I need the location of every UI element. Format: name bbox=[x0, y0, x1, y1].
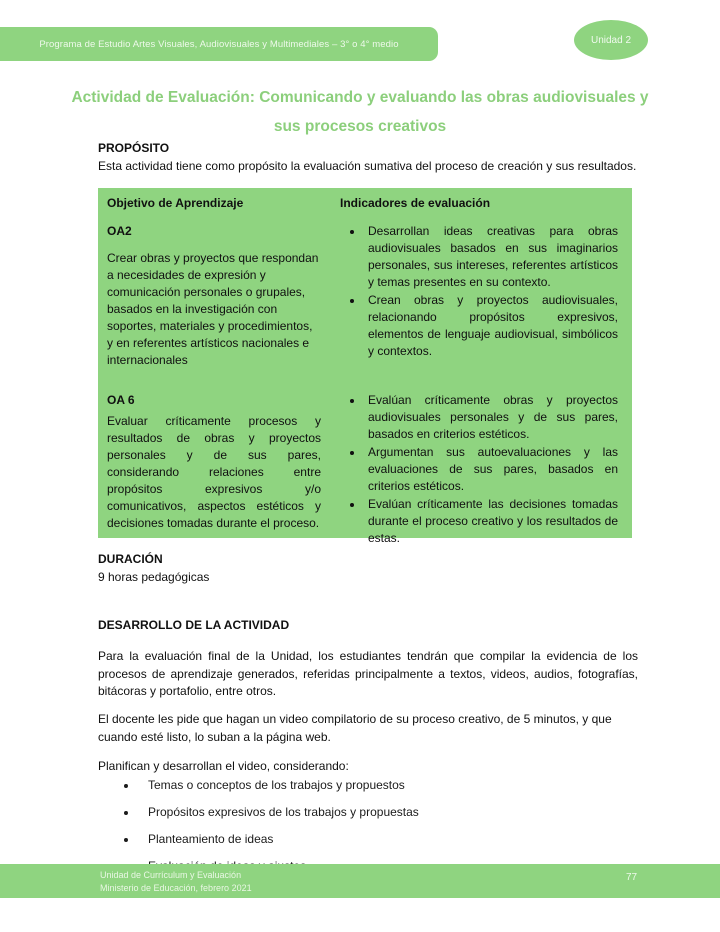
plan-list-item: • Propósitos expresivos de los trabajos y propuestas bbox=[138, 804, 618, 821]
proposito-heading: PROPÓSITO bbox=[98, 141, 170, 155]
plan-list-intro: Planifican y desarrollan el video, considerando: bbox=[98, 759, 349, 773]
plan-list-item: • Temas o conceptos de los trabajos y propuestos bbox=[138, 777, 618, 794]
oa6-code: OA 6 bbox=[107, 393, 135, 407]
proposito-body: Esta actividad tiene como propósito la evaluación sumativa del proceso de creación y sus resultados. bbox=[98, 159, 637, 173]
plan-list-item: • Planteamiento de ideas bbox=[138, 831, 618, 848]
oa2-indicator-item: • Desarrollan ideas creativas para obras audiovisuales basados en sus imaginarios personales, sus intereses, referentes artísticos y temas presentes en su contexto. bbox=[364, 223, 618, 291]
program-header-bar bbox=[0, 27, 438, 61]
desarrollo-paragraph-1: Para la evaluación final de la Unidad, los estudiantes tendrán que compilar la evidencia de los procesos de aprendizaje generados, referidas principalmente a textos, videos, audios, fotografías, bitácoras y portafolio, entre otros. bbox=[98, 649, 638, 698]
footer-credits bbox=[100, 869, 252, 894]
oa2-code: OA2 bbox=[107, 224, 132, 238]
oa-indicators-table bbox=[98, 188, 632, 545]
footer-line1: Unidad de Currículum y Evaluación bbox=[100, 870, 242, 880]
table-row-oa6-indicators bbox=[331, 385, 632, 548]
table-header-objetivo: Objetivo de Aprendizaje bbox=[107, 196, 244, 210]
unit-badge bbox=[574, 20, 648, 60]
table-header-indicadores: Indicadores de evaluación bbox=[340, 196, 491, 210]
footer-bar bbox=[0, 864, 720, 898]
oa2-description: Crear obras y proyectos que respondan a necesidades de expresión y comunicación personales o grupales, basados en la investigación con soportes, materiales y procedimientos, y en referentes artísticos nacionales e internacionales bbox=[107, 251, 319, 367]
desarrollo-heading: DESARROLLO DE LA ACTIVIDAD bbox=[98, 618, 290, 632]
page-title: Actividad de Evaluación: Comunicando y evaluando las obras audiovisuales y sus procesos creativos bbox=[71, 89, 649, 135]
desarrollo-paragraph-2: El docente les pide que hagan un video compilatorio de su proceso creativo, de 5 minutos, y que cuando esté listo, lo suban a la página web. bbox=[98, 712, 612, 744]
oa6-indicator-item: • Evalúan críticamente las decisiones tomadas durante el proceso creativo y los resultados de estas. bbox=[364, 496, 618, 547]
footer-page-number: 77 bbox=[626, 872, 638, 883]
oa6-description: Evaluar críticamente procesos y resultados de obras y proyectos personales y de sus pares, considerando relaciones entre propósitos expresivos y/o comunicativos, aspectos estéticos y decisiones tomadas durante el proceso. bbox=[107, 414, 321, 530]
duracion-body: 9 horas pedagógicas bbox=[98, 570, 210, 584]
program-header-label: Programa de Estudio Artes Visuales, Audiovisuales y Multimediales – 3° o 4° medio bbox=[39, 38, 399, 50]
oa2-indicator-item: • Crean obras y proyectos audiovisuales, relacionando propósitos expresivos, elementos de lenguaje audiovisual, simbólicos y contextos. bbox=[364, 292, 618, 360]
table-row-oa2-objective bbox=[98, 216, 331, 385]
table-row-oa2-indicators bbox=[331, 216, 632, 385]
footer-line2: Ministerio de Educación, febrero 2021 bbox=[100, 882, 252, 893]
table-row-oa6-objective bbox=[98, 385, 331, 548]
oa6-indicator-item: • Evalúan críticamente obras y proyectos audiovisuales personales y de sus pares, basados en criterios estéticos. bbox=[364, 392, 618, 443]
duracion-heading: DURACIÓN bbox=[98, 552, 163, 566]
unit-badge-label: Unidad 2 bbox=[590, 34, 632, 46]
oa6-indicator-item: • Argumentan sus autoevaluaciones y las evaluaciones de sus pares, basados en criterios estéticos. bbox=[364, 444, 618, 495]
